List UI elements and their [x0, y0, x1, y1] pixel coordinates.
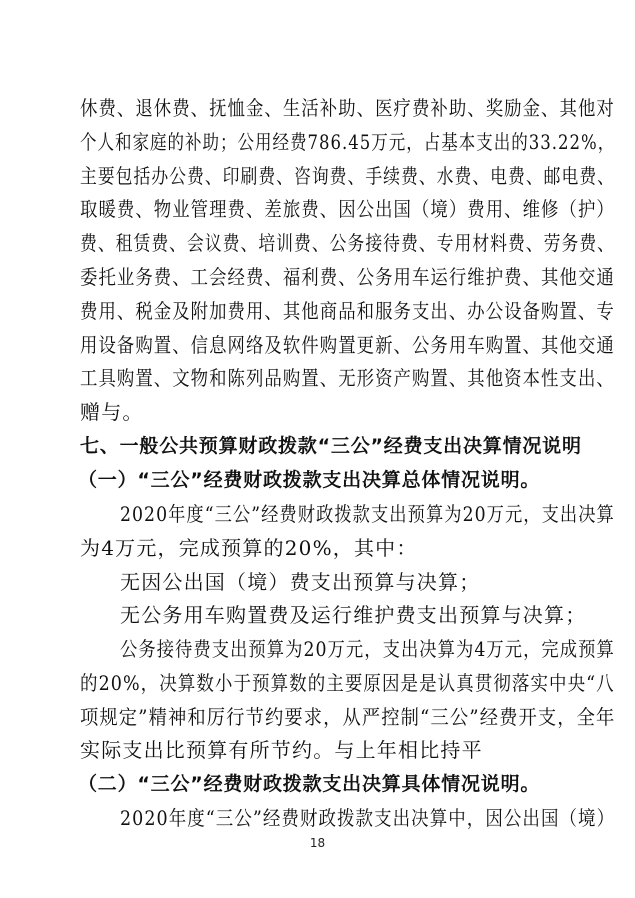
- page-number: 18: [309, 836, 326, 850]
- document-page: 休费、退休费、抚恤金、生活补助、医疗费补助、奖励金、其他对 个人和家庭的补助；公用经费786.45万元，占基本支出的33.22%， 主要包括办公费、印刷费、咨询费、手续费、水费、电费、邮电费、 取暖费、物业管理费、差旅费、因公出国（境）费用、维修（护） 费、租赁费、会议费、培训费、公务接待费、专用材料费、劳务费、 委托业务费、工会经费、福利费、公务用车运行维护费、其他交通 费用、税金及附加费用、其他商品和服务支出、办公设备购置、专 用设备购置、信息网络及软件购置更新、公务用车购置、其他交通 工具购置、文物和陈列品购置、无形资产购置、其他资本性支出、 赠与。 七、一般公共预算财政拨款“三公”经费支出决算情况说明 （一）“三公”经费财政拨款支出决算总体情况说明。 2020年度“三公”经费财政拨款支出预算为20万元，支出决算 为4万元，完成预算的20%，其中： 无因公出国（境）费支出预算与决算； 无公务用车购置费及运行维护费支出预算与决算； 公务接待费支出预算为20万元，支出决算为4万元，完成预算 的20%，决算数小于预算数的主要原因是是认真贯彻落实中央“八 项规定”精神和厉行节约要求，从严控制“三公”经费开支，全年 实际支出比预算有所节约。与上年相比持平 （二）“三公”经费财政拨款支出决算具体情况说明。 2020年度“三公”经费财政拨款支出决算中，因公出国（境） 18: [0, 0, 635, 898]
